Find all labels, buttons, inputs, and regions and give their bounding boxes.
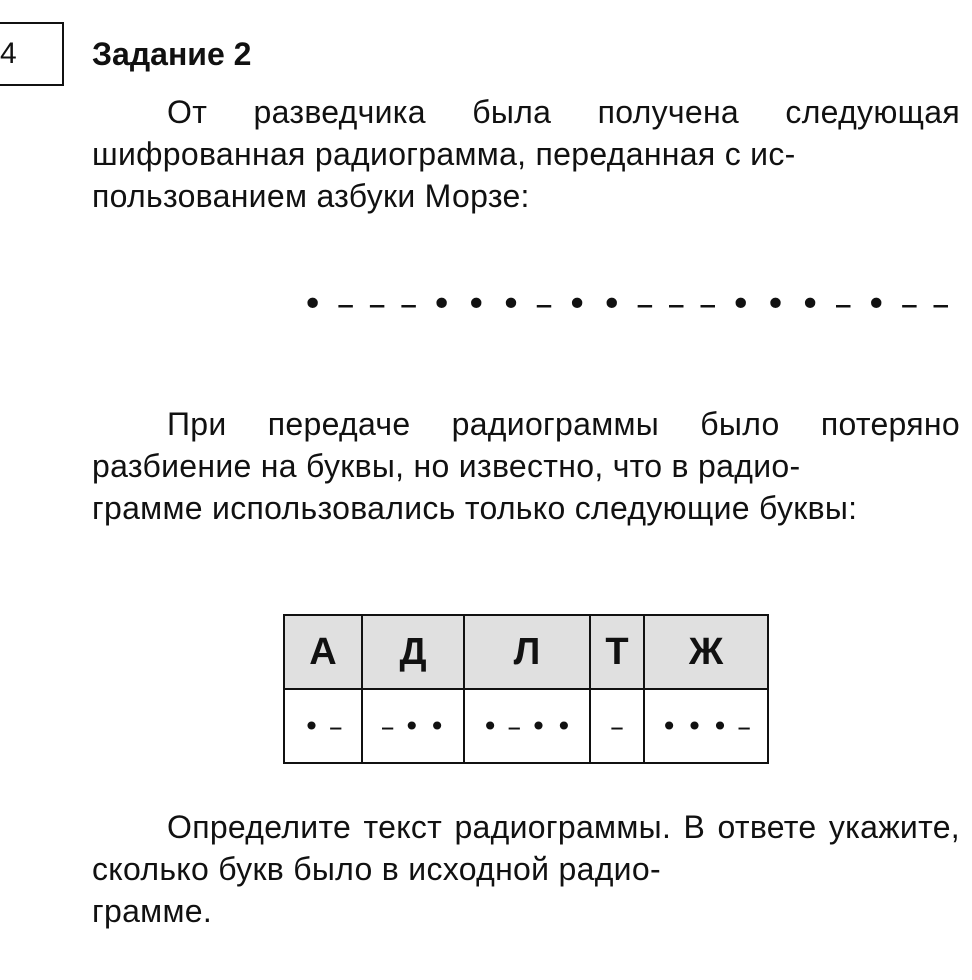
morse-message: • – – – • • • – • • – – – • • • – • – – bbox=[302, 284, 951, 325]
question-paragraph: Определите текст радиограммы. В ответе укажите, сколько букв было в исходной радио- грамме. bbox=[92, 809, 960, 929]
middle-paragraph: При передаче радиограммы было потеряно разбиение на буквы, но известно, что в радио- грамме использовались только следующие буквы: bbox=[92, 406, 960, 526]
letter-cell-zh: Ж bbox=[644, 615, 768, 689]
code-cell-a: • – bbox=[284, 689, 362, 763]
intro-paragraph: От разведчика была получена следующая шифрованная радиограмма, переданная с ис- пользованием азбуки Морзе: bbox=[92, 94, 960, 214]
letters-row bbox=[284, 615, 768, 689]
code-cell-d: – • • bbox=[362, 689, 464, 763]
task-title: Задание 2 bbox=[92, 36, 252, 72]
letter-cell-l: Л bbox=[464, 615, 590, 689]
letter-cell-d: Д bbox=[362, 615, 464, 689]
letter-cell-t: Т bbox=[590, 615, 644, 689]
letter-cell-a: А bbox=[284, 615, 362, 689]
codes-row bbox=[284, 689, 768, 763]
task-number: 4 bbox=[0, 37, 17, 70]
task-number-box bbox=[0, 22, 64, 86]
code-cell-zh: • • • – bbox=[644, 689, 768, 763]
code-cell-l: • – • • bbox=[464, 689, 590, 763]
code-cell-t: – bbox=[590, 689, 644, 763]
morse-code-table bbox=[283, 614, 769, 764]
